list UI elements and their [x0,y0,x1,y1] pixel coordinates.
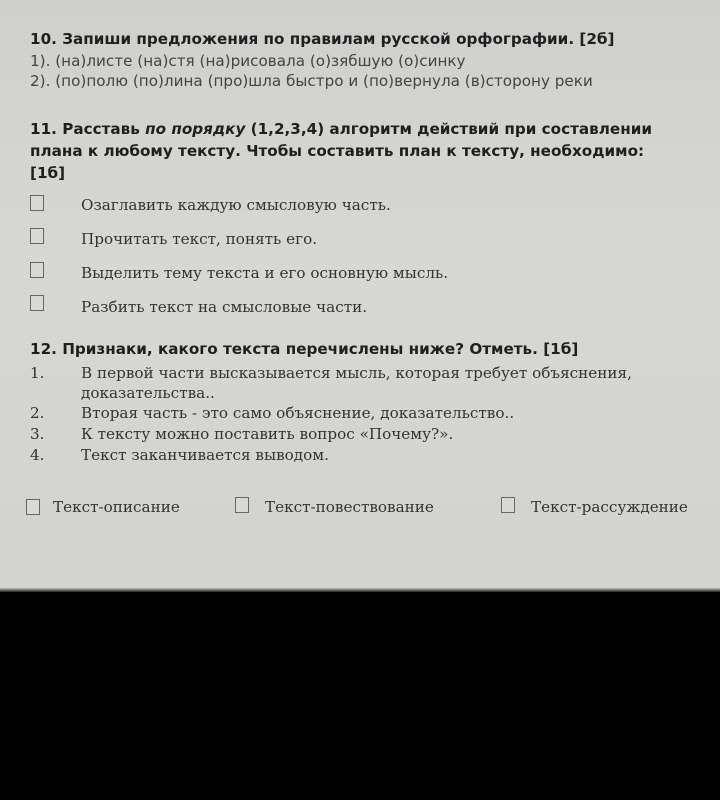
task-11-item-2: Прочитать текст, понять его. [81,230,318,248]
task-12-item-4: Текст заканчивается выводом. [81,446,329,464]
task-11-item-3: Выделить тему текста и его основную мысль. [81,264,449,282]
task-11-title-end: (1,2,3,4) алгоритм действий при составлении [245,120,652,138]
task-12-item-1-line-2: доказательства.. [81,384,215,402]
option-checkbox-narration[interactable] [235,497,249,513]
task-12-item-3: К тексту можно поставить вопрос «Почему?». [81,425,454,443]
task-11-checkbox-4[interactable] [30,295,44,311]
option-checkbox-reasoning[interactable] [501,497,515,513]
task-10-line-1: 1). (на)листе (на)стя (на)рисовала (о)зябшую (о)синку [30,52,466,70]
task-10-line-2: 2). (по)полю (по)лина (про)шла быстро и (по)вернула (в)сторону реки [30,72,593,90]
task-12-number-2: 2. [30,404,45,422]
page-bottom-edge [0,588,720,592]
task-12-item-2: Вторая часть - это само объяснение, доказательство.. [81,404,515,422]
option-text-reasoning: Текст-рассуждение [531,498,688,516]
task-11-title [30,120,652,138]
option-text-narration: Текст-повествование [265,498,434,516]
task-12-number-1: 1. [30,364,45,382]
task-11-checkbox-3[interactable] [30,262,44,278]
task-11-checkbox-2[interactable] [30,228,44,244]
task-11-title-start: 11. Расставь [30,120,146,138]
task-11-title-line-2: плана к любому тексту. Чтобы составить план к тексту, необходимо: [30,142,645,160]
task-11-checkbox-1[interactable] [30,195,44,211]
option-checkbox-description[interactable] [26,499,40,515]
task-12-title: 12. Признаки, какого текста перечислены ниже? Отметь. [1б] [30,340,579,358]
task-10-title: 10. Запиши предложения по правилам русской орфографии. [2б] [30,30,615,48]
task-12-number-3: 3. [30,425,45,443]
task-11-title-italic: по порядку [145,120,246,138]
option-text-description: Текст-описание [53,498,180,516]
task-11-item-1: Озаглавить каждую смысловую часть. [81,196,391,214]
task-11-item-4: Разбить текст на смысловые части. [81,298,368,316]
task-12-number-4: 4. [30,446,45,464]
task-12-item-1-line-1: В первой части высказывается мысль, которая требует объяснения, [81,364,632,382]
task-11-points: [1б] [30,164,66,182]
